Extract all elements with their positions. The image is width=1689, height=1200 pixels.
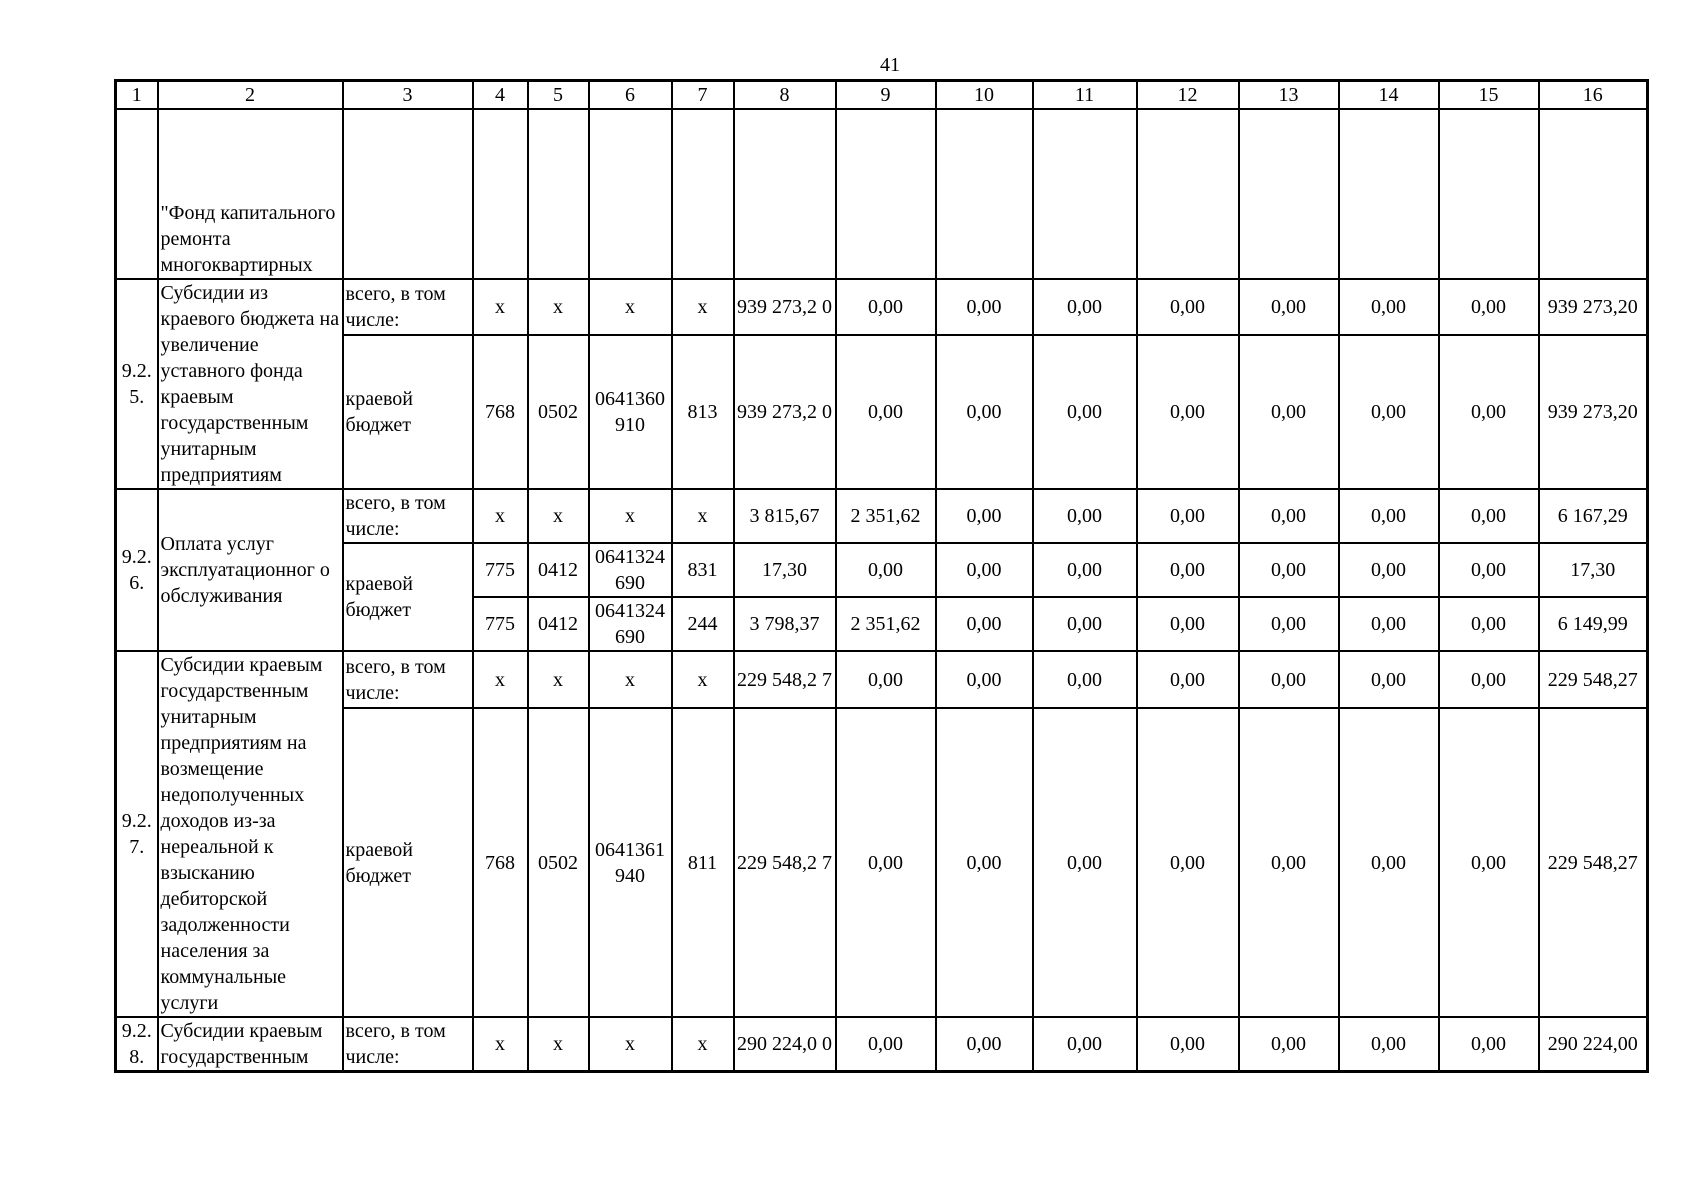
value-cell-c12: 0,00 (1137, 597, 1239, 651)
value-cell-c9: 0,00 (836, 708, 936, 1017)
value-cell-c5: 0412 (528, 543, 589, 597)
empty-cell (1439, 109, 1539, 279)
empty-cell (343, 109, 473, 279)
value-cell-c16: 229 548,27 (1539, 651, 1648, 708)
funding-source-cell: всего, в том числе: (343, 279, 473, 335)
value-cell-c13: 0,00 (1239, 597, 1339, 651)
value-cell-c16: 17,30 (1539, 543, 1648, 597)
value-cell-c15: 0,00 (1439, 335, 1539, 489)
section-number-cell: 9.2. 7. (116, 651, 158, 1017)
value-cell-c14: 0,00 (1339, 279, 1439, 335)
column-header-10: 10 (936, 81, 1033, 110)
table-row (116, 335, 1648, 489)
value-cell-c12: 0,00 (1137, 1017, 1239, 1072)
value-cell-c6: x (589, 1017, 672, 1072)
table-row (116, 651, 1648, 708)
value-cell-c11: 0,00 (1033, 708, 1137, 1017)
value-cell-c5: 0502 (528, 335, 589, 489)
value-cell-c5: x (528, 489, 589, 543)
table-row (116, 543, 1648, 597)
value-cell-c11: 0,00 (1033, 279, 1137, 335)
value-cell-c13: 0,00 (1239, 279, 1339, 335)
empty-cell (836, 109, 936, 279)
value-cell-c8: 17,30 (734, 543, 836, 597)
empty-cell (672, 109, 734, 279)
column-header-3: 3 (343, 81, 473, 110)
value-cell-c6: x (589, 279, 672, 335)
section-name-cell: Оплата услуг эксплуатационног о обслуживания (158, 489, 343, 651)
section-number-cell: 9.2. 8. (116, 1017, 158, 1072)
value-cell-c12: 0,00 (1137, 651, 1239, 708)
value-cell-c7: 813 (672, 335, 734, 489)
empty-cell (734, 109, 836, 279)
value-cell-c12: 0,00 (1137, 543, 1239, 597)
column-header-9: 9 (836, 81, 936, 110)
value-cell-c4: x (473, 651, 528, 708)
value-cell-c8: 290 224,0 0 (734, 1017, 836, 1072)
value-cell-c14: 0,00 (1339, 543, 1439, 597)
value-cell-c14: 0,00 (1339, 1017, 1439, 1072)
column-header-8: 8 (734, 81, 836, 110)
value-cell-c6: 0641324 690 (589, 543, 672, 597)
value-cell-c4: 775 (473, 543, 528, 597)
column-header-5: 5 (528, 81, 589, 110)
value-cell-c7: 811 (672, 708, 734, 1017)
value-cell-c13: 0,00 (1239, 651, 1339, 708)
value-cell-c7: x (672, 279, 734, 335)
value-cell-c13: 0,00 (1239, 1017, 1339, 1072)
value-cell-c13: 0,00 (1239, 543, 1339, 597)
value-cell-c11: 0,00 (1033, 597, 1137, 651)
empty-cell (1539, 109, 1648, 279)
value-cell-c4: 768 (473, 708, 528, 1017)
value-cell-c15: 0,00 (1439, 651, 1539, 708)
value-cell-c5: x (528, 279, 589, 335)
column-header-6: 6 (589, 81, 672, 110)
value-cell-c12: 0,00 (1137, 335, 1239, 489)
column-header-16: 16 (1539, 81, 1648, 110)
section-name-cell: Субсидии краевым государственным (158, 1017, 343, 1072)
value-cell-c4: x (473, 489, 528, 543)
value-cell-c16: 6 167,29 (1539, 489, 1648, 543)
value-cell-c8: 939 273,2 0 (734, 335, 836, 489)
value-cell-c4: 768 (473, 335, 528, 489)
funding-source-cell: всего, в том числе: (343, 651, 473, 708)
value-cell-c11: 0,00 (1033, 335, 1137, 489)
value-cell-c9: 0,00 (836, 1017, 936, 1072)
value-cell-c10: 0,00 (936, 489, 1033, 543)
funding-source-cell: краевой бюджет (343, 335, 473, 489)
value-cell-c13: 0,00 (1239, 335, 1339, 489)
value-cell-c7: 831 (672, 543, 734, 597)
value-cell-c8: 229 548,2 7 (734, 708, 836, 1017)
value-cell-c14: 0,00 (1339, 335, 1439, 489)
value-cell-c11: 0,00 (1033, 1017, 1137, 1072)
column-header-15: 15 (1439, 81, 1539, 110)
value-cell-c5: x (528, 651, 589, 708)
value-cell-c14: 0,00 (1339, 651, 1439, 708)
value-cell-c10: 0,00 (936, 597, 1033, 651)
column-header-7: 7 (672, 81, 734, 110)
value-cell-c11: 0,00 (1033, 543, 1137, 597)
value-cell-c9: 2 351,62 (836, 597, 936, 651)
empty-cell (1339, 109, 1439, 279)
value-cell-c4: x (473, 1017, 528, 1072)
value-cell-c10: 0,00 (936, 1017, 1033, 1072)
value-cell-c5: x (528, 1017, 589, 1072)
value-cell-c13: 0,00 (1239, 708, 1339, 1017)
value-cell-c16: 6 149,99 (1539, 597, 1648, 651)
budget-table (114, 79, 1649, 1073)
column-number-row (116, 81, 1648, 110)
value-cell-c7: x (672, 489, 734, 543)
table-row (116, 1017, 1648, 1072)
empty-cell (528, 109, 589, 279)
value-cell-c6: 0641360 910 (589, 335, 672, 489)
value-cell-c10: 0,00 (936, 335, 1033, 489)
column-header-12: 12 (1137, 81, 1239, 110)
funding-source-cell: всего, в том числе: (343, 489, 473, 543)
section-name-cell: Субсидии из краевого бюджета на увеличение уставного фонда краевым государственным унитарным предприятиям (158, 279, 343, 489)
value-cell-c12: 0,00 (1137, 279, 1239, 335)
table-row (116, 708, 1648, 1017)
value-cell-c9: 0,00 (836, 335, 936, 489)
value-cell-c12: 0,00 (1137, 489, 1239, 543)
value-cell-c15: 0,00 (1439, 543, 1539, 597)
value-cell-c4: 775 (473, 597, 528, 651)
value-cell-c12: 0,00 (1137, 708, 1239, 1017)
section-number-cell (116, 109, 158, 279)
value-cell-c15: 0,00 (1439, 489, 1539, 543)
value-cell-c9: 2 351,62 (836, 489, 936, 543)
value-cell-c4: x (473, 279, 528, 335)
column-header-14: 14 (1339, 81, 1439, 110)
value-cell-c8: 229 548,2 7 (734, 651, 836, 708)
table-row (116, 109, 1648, 279)
value-cell-c11: 0,00 (1033, 489, 1137, 543)
column-header-1: 1 (116, 81, 158, 110)
value-cell-c8: 3 798,37 (734, 597, 836, 651)
value-cell-c6: 0641361 940 (589, 708, 672, 1017)
value-cell-c9: 0,00 (836, 651, 936, 708)
value-cell-c6: x (589, 489, 672, 543)
value-cell-c10: 0,00 (936, 651, 1033, 708)
funding-source-cell: краевой бюджет (343, 708, 473, 1017)
value-cell-c14: 0,00 (1339, 597, 1439, 651)
section-number-cell: 9.2. 5. (116, 279, 158, 489)
value-cell-c9: 0,00 (836, 279, 936, 335)
value-cell-c15: 0,00 (1439, 708, 1539, 1017)
value-cell-c16: 939 273,20 (1539, 335, 1648, 489)
value-cell-c10: 0,00 (936, 708, 1033, 1017)
value-cell-c11: 0,00 (1033, 651, 1137, 708)
value-cell-c8: 939 273,2 0 (734, 279, 836, 335)
value-cell-c9: 0,00 (836, 543, 936, 597)
column-header-2: 2 (158, 81, 343, 110)
empty-cell (1033, 109, 1137, 279)
value-cell-c13: 0,00 (1239, 489, 1339, 543)
value-cell-c16: 290 224,00 (1539, 1017, 1648, 1072)
page-number: 41 (880, 54, 900, 76)
value-cell-c16: 939 273,20 (1539, 279, 1648, 335)
empty-cell (1239, 109, 1339, 279)
section-name-cell: Субсидии краевым государственным унитарным предприятиям на возмещение недополученных доходов из-за нереальной к взысканию дебиторской задолженности населения за коммунальные услуги (158, 651, 343, 1017)
column-header-11: 11 (1033, 81, 1137, 110)
value-cell-c6: x (589, 651, 672, 708)
section-number-cell: 9.2. 6. (116, 489, 158, 651)
value-cell-c5: 0502 (528, 708, 589, 1017)
value-cell-c15: 0,00 (1439, 1017, 1539, 1072)
value-cell-c15: 0,00 (1439, 279, 1539, 335)
value-cell-c15: 0,00 (1439, 597, 1539, 651)
value-cell-c16: 229 548,27 (1539, 708, 1648, 1017)
funding-source-cell: краевой бюджет (343, 543, 473, 651)
value-cell-c7: x (672, 1017, 734, 1072)
value-cell-c7: x (672, 651, 734, 708)
empty-cell (936, 109, 1033, 279)
empty-cell (473, 109, 528, 279)
value-cell-c14: 0,00 (1339, 708, 1439, 1017)
funding-source-cell: всего, в том числе: (343, 1017, 473, 1072)
value-cell-c10: 0,00 (936, 543, 1033, 597)
value-cell-c7: 244 (672, 597, 734, 651)
value-cell-c5: 0412 (528, 597, 589, 651)
table-row (116, 489, 1648, 543)
column-header-4: 4 (473, 81, 528, 110)
table-row (116, 279, 1648, 335)
value-cell-c6: 0641324 690 (589, 597, 672, 651)
empty-cell (589, 109, 672, 279)
empty-cell (1137, 109, 1239, 279)
value-cell-c10: 0,00 (936, 279, 1033, 335)
column-header-13: 13 (1239, 81, 1339, 110)
section-name-cell: "Фонд капитального ремонта многоквартирных (158, 109, 343, 279)
value-cell-c14: 0,00 (1339, 489, 1439, 543)
value-cell-c8: 3 815,67 (734, 489, 836, 543)
